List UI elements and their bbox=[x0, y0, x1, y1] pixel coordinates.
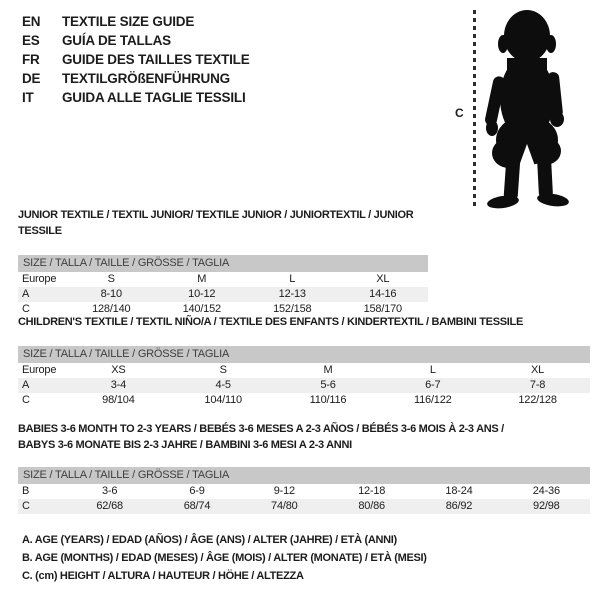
row-value: 5-6 bbox=[320, 379, 336, 391]
row-value: 62/68 bbox=[96, 500, 123, 512]
language-row bbox=[22, 12, 250, 31]
row-value: 3-6 bbox=[102, 485, 118, 497]
row-value: 10-12 bbox=[188, 288, 216, 300]
row-value: 104/110 bbox=[204, 394, 242, 406]
footnote: C. (cm) HEIGHT / ALTURA / HAUTEUR / HÖHE / ALTEZZA bbox=[22, 570, 304, 582]
table-row bbox=[18, 484, 590, 499]
row-value: 158/170 bbox=[363, 303, 402, 315]
language-code: ES bbox=[22, 33, 40, 48]
row-value: L bbox=[429, 364, 436, 376]
table-title: JUNIOR TEXTILE / TEXTIL JUNIOR/ TEXTILE JUNIOR / JUNIORTEXTIL / JUNIOR TESSILE bbox=[18, 209, 414, 237]
row-value: 86/92 bbox=[445, 500, 473, 512]
row-label: Europe bbox=[22, 364, 57, 376]
row-label: C bbox=[22, 500, 30, 512]
table-title: CHILDREN'S TEXTILE / TEXTIL NIÑO/A / TEXTILE DES ENFANTS / KINDERTEXTIL / BAMBINI TESSILE bbox=[18, 316, 523, 328]
size-header-bar: SIZE / TALLA / TAILLE / GRÖSSE / TAGLIA bbox=[18, 255, 428, 272]
row-value: 128/140 bbox=[92, 303, 131, 315]
title-gap bbox=[18, 239, 428, 255]
row-value: 80/86 bbox=[358, 500, 385, 512]
footnote: A. AGE (YEARS) / EDAD (AÑOS) / ÂGE (ANS) / ALTER (JAHRE) / ETÀ (ANNI) bbox=[22, 534, 397, 546]
row-value: 4-5 bbox=[215, 379, 231, 391]
language-title: GUIDA ALLE TAGLIE TESSILI bbox=[62, 90, 246, 105]
language-title: TEXTILGRÖßENFÜHRUNG bbox=[62, 71, 230, 86]
row-value: 116/122 bbox=[414, 394, 452, 406]
row-label: A bbox=[22, 288, 30, 300]
toddler-silhouette-icon bbox=[483, 6, 583, 211]
row-value: M bbox=[197, 273, 207, 285]
language-row bbox=[22, 69, 250, 88]
table-row bbox=[18, 363, 590, 378]
row-value: XS bbox=[111, 364, 126, 376]
row-value: 18-24 bbox=[445, 485, 473, 497]
row-value: 7-8 bbox=[529, 379, 546, 391]
title-gap bbox=[18, 330, 590, 346]
row-value: 6-7 bbox=[425, 379, 441, 391]
language-row bbox=[22, 88, 250, 107]
row-value: M bbox=[323, 364, 333, 376]
row-value: 24-36 bbox=[532, 485, 560, 497]
language-row bbox=[22, 50, 250, 69]
language-code: DE bbox=[22, 71, 41, 86]
language-code: IT bbox=[22, 90, 34, 105]
size-header-bar: SIZE / TALLA / TAILLE / GRÖSSE / TAGLIA bbox=[18, 346, 590, 363]
table-row bbox=[18, 393, 590, 408]
row-value: XL bbox=[531, 364, 545, 376]
footnote: B. AGE (MONTHS) / EDAD (MESES) / ÂGE (MOIS) / ALTER (MONATE) / ETÀ (MESI) bbox=[22, 552, 427, 564]
row-value: 152/158 bbox=[273, 303, 312, 315]
row-value: 9-12 bbox=[273, 485, 295, 497]
row-label: C bbox=[22, 394, 30, 406]
language-title: GUÍA DE TALLAS bbox=[62, 33, 171, 48]
row-label: C bbox=[22, 303, 30, 315]
row-value: 98/104 bbox=[102, 394, 135, 406]
table-row bbox=[18, 378, 590, 393]
language-code: FR bbox=[22, 52, 40, 67]
language-code: EN bbox=[22, 14, 41, 29]
row-value: 110/116 bbox=[309, 394, 347, 406]
row-value: 6-9 bbox=[189, 485, 205, 497]
row-value: 122/128 bbox=[518, 394, 557, 406]
footnotes bbox=[22, 531, 427, 585]
row-value: 74/80 bbox=[271, 500, 298, 512]
row-value: 68/74 bbox=[183, 500, 211, 512]
table-section-babies bbox=[18, 421, 590, 514]
table-row bbox=[18, 272, 428, 287]
language-title: TEXTILE SIZE GUIDE bbox=[62, 14, 195, 29]
table-title: BABYS 3-6 MONATE BIS 2-3 JAHRE / BAMBINI 3-6 MESI A 2-3 ANNI bbox=[18, 439, 352, 451]
table-row bbox=[18, 499, 590, 514]
row-label: B bbox=[22, 485, 30, 497]
table-section-children bbox=[18, 314, 590, 408]
row-value: 92/98 bbox=[533, 500, 560, 512]
height-measure-dashed-line bbox=[473, 10, 476, 206]
row-label: Europe bbox=[22, 273, 57, 285]
row-label: A bbox=[22, 379, 30, 391]
language-row bbox=[22, 31, 250, 50]
table-row bbox=[18, 287, 428, 302]
table-title: BABIES 3-6 MONTH TO 2-3 YEARS / BEBÉS 3-6 MESES A 2-3 AÑOS / BÉBÉS 3-6 MOIS À 2-3 ANS / bbox=[18, 423, 504, 435]
row-value: 8-10 bbox=[100, 288, 122, 300]
height-measure-label: C bbox=[455, 106, 464, 120]
row-value: S bbox=[107, 273, 115, 285]
row-value: 140/152 bbox=[182, 303, 221, 315]
row-value: XL bbox=[376, 273, 390, 285]
row-value: 12-13 bbox=[278, 288, 306, 300]
row-value: 12-18 bbox=[358, 485, 386, 497]
row-value: 14-16 bbox=[369, 288, 397, 300]
language-title: GUIDE DES TAILLES TEXTILE bbox=[62, 52, 250, 67]
language-list bbox=[22, 12, 250, 107]
row-value: L bbox=[289, 273, 296, 285]
title-gap bbox=[18, 453, 590, 467]
row-value: S bbox=[219, 364, 227, 376]
size-header-bar: SIZE / TALLA / TAILLE / GRÖSSE / TAGLIA bbox=[18, 467, 590, 484]
row-value: 3-4 bbox=[110, 379, 127, 391]
table-section-junior bbox=[18, 207, 428, 317]
